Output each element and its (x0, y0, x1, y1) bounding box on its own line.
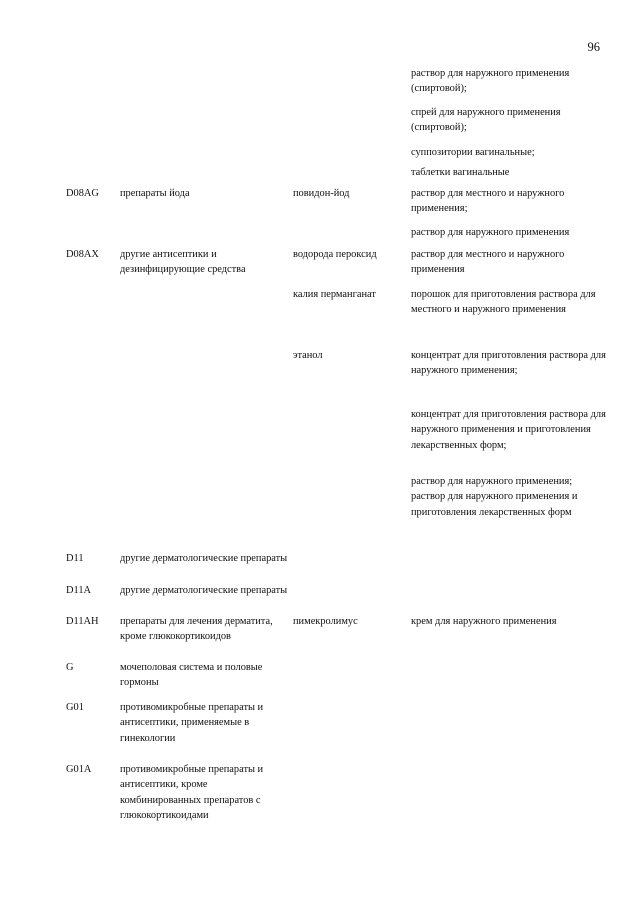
atc-group-cell: мочеполовая система и половые гормоны (120, 662, 263, 689)
dosage-form-cell: раствор для местного и наружного применения (411, 249, 565, 276)
dosage-form-cell: раствор для местного и наружного применения; (411, 188, 565, 215)
dosage-form-cell: таблетки вагинальные (411, 167, 510, 178)
dosage-form-cell: спрей для наружного применения (спиртовой); (411, 107, 561, 134)
page-number: 96 (587, 40, 600, 54)
dosage-form-cell: раствор для наружного применения; раствор для наружного применения и приготовления лекарственных форм (411, 476, 578, 518)
atc-group-cell: другие дерматологические препараты (120, 585, 288, 596)
substance-cell: водорода пероксид (293, 249, 377, 260)
dosage-form-cell: порошок для приготовления раствора для местного и наружного применения (411, 289, 596, 316)
atc-group-cell: препараты йода (120, 188, 190, 199)
atc-code-cell: D11 (66, 553, 84, 564)
atc-code-cell: G01 (66, 702, 84, 713)
atc-code-cell: D08AG (66, 188, 99, 199)
atc-code-cell: G (66, 662, 74, 673)
atc-group-cell: другие дерматологические препараты (120, 553, 288, 564)
dosage-form-cell: раствор для наружного применения (спиртовой); (411, 68, 570, 95)
substance-cell: калия перманганат (293, 289, 376, 300)
substance-cell: пимекролимус (293, 616, 358, 627)
atc-group-cell: препараты для лечения дерматита, кроме глюкокортикоидов (120, 616, 273, 643)
dosage-form-cell: концентрат для приготовления раствора для наружного применения и приготовления лекарственных форм; (411, 409, 606, 451)
dosage-form-cell: раствор для наружного применения (411, 227, 570, 238)
atc-group-cell: другие антисептики и дезинфицирующие средства (120, 249, 246, 276)
substance-cell: этанол (293, 350, 323, 361)
atc-code-cell: D11A (66, 585, 92, 596)
atc-code-cell: D08AX (66, 249, 99, 260)
atc-group-cell: противомикробные препараты и антисептики, кроме комбинированных препаратов с глюкокортикоидами (120, 764, 264, 822)
substance-cell: повидон-йод (293, 188, 350, 199)
dosage-form-cell: суппозитории вагинальные; (411, 147, 535, 158)
atc-code-cell: D11AH (66, 616, 99, 627)
atc-code-cell: G01A (66, 764, 92, 775)
dosage-form-cell: концентрат для приготовления раствора для наружного применения; (411, 350, 606, 377)
atc-group-cell: противомикробные препараты и антисептики, применяемые в гинекологии (120, 702, 264, 744)
dosage-form-cell: крем для наружного применения (411, 616, 557, 627)
